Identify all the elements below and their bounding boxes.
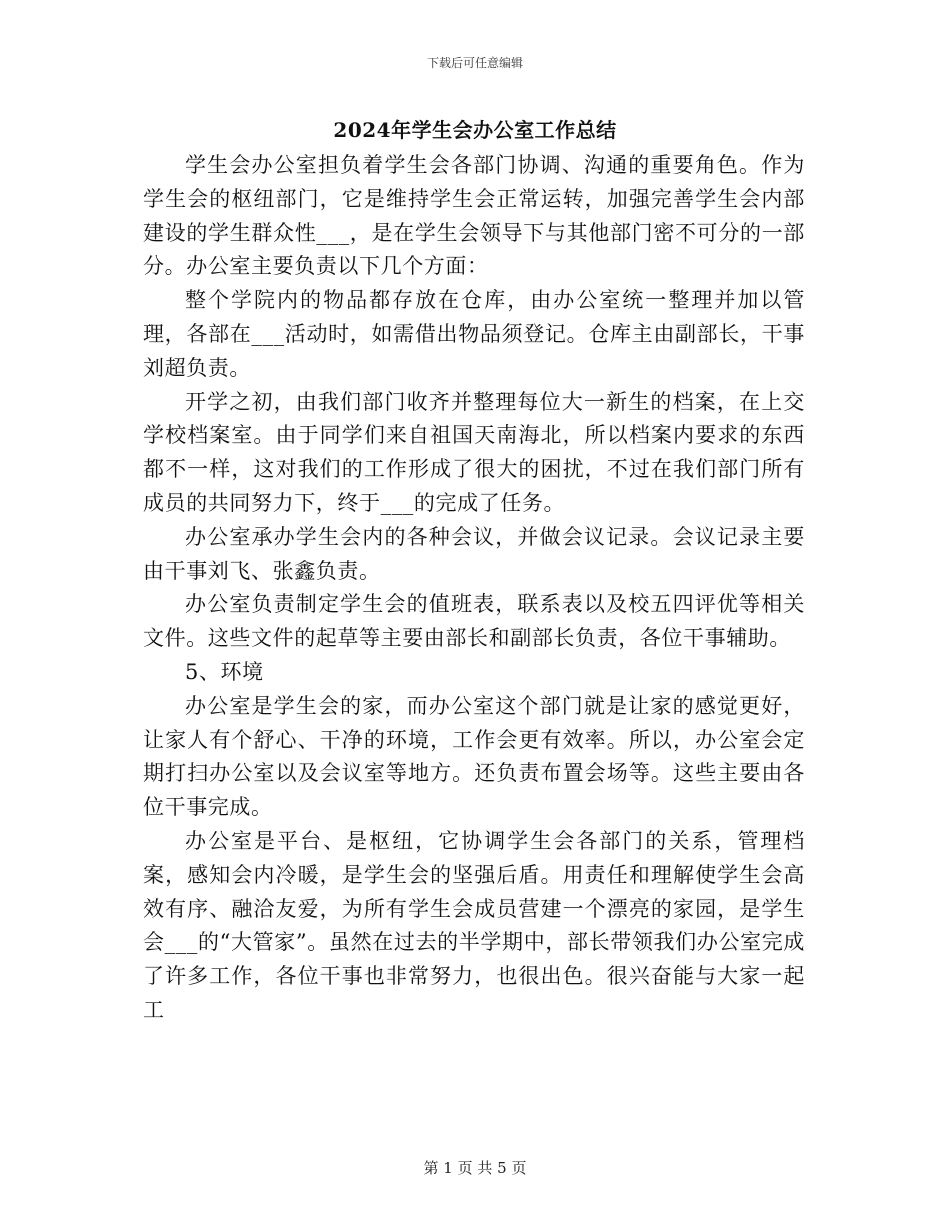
paragraph-documents: 办公室负责制定学生会的值班表，联系表以及校五四评优等相关文件。这些文件的起草等主要由部长和副部长负责，各位干事辅助。: [143, 592, 805, 651]
header-note: 下载后可任意编辑: [426, 56, 523, 70]
paragraph-meetings: 办公室承办学生会内的各种会议，并做会议记录。会议记录主要由干事刘飞、张鑫负责。: [143, 524, 805, 583]
section-heading-environment: 5、环境: [185, 659, 264, 684]
paragraph-intro: 学生会办公室担负着学生会各部门协调、沟通的重要角色。作为学生会的枢纽部门，它是维持学生会正常运转，加强完善学生会内部建设的学生群众性___，是在学生会领导下与其他部门密不可分的一部分。办公室主要负责以下几个方面：: [143, 153, 805, 279]
paragraph-warehouse: 整个学院内的物品都存放在仓库，由办公室统一整理并加以管理，各部在___活动时，如需借出物品须登记。仓库主由副部长，干事刘超负责。: [143, 288, 805, 380]
document-body: [143, 149, 805, 1028]
paragraph-archives: 开学之初，由我们部门收齐并整理每位大一新生的档案，在上交学校档案室。由于同学们来自祖国天南海北，所以档案内要求的东西都不一样，这对我们的工作形成了很大的困扰，不过在我们部门所有成员的共同努力下，终于___的完成了任务。: [143, 389, 805, 515]
page-number: 第 1 页 共 5 页: [423, 1159, 527, 1177]
document-title: 2024年学生会办公室工作总结: [333, 118, 617, 142]
paragraph-environment: 办公室是学生会的家，而办公室这个部门就是让家的感觉更好，让家人有个舒心、干净的环境，工作会更有效率。所以，办公室会定期打扫办公室以及会议室等地方。还负责布置会场等。这些主要由各位干事完成。: [143, 693, 805, 820]
paragraph-summary: 办公室是平台、是枢纽，它协调学生会各部门的关系，管理档案，感知会内冷暖，是学生会的坚强后盾。用责任和理解使学生会高效有序、融洽友爱，为所有学生会成员营建一个漂亮的家园，是学生会___的“大管家”。虽然在过去的半学期中，部长带领我们办公室完成了许多工作，各位干事也非常努力，也很出色。很兴奋能与大家一起工: [143, 828, 805, 1022]
